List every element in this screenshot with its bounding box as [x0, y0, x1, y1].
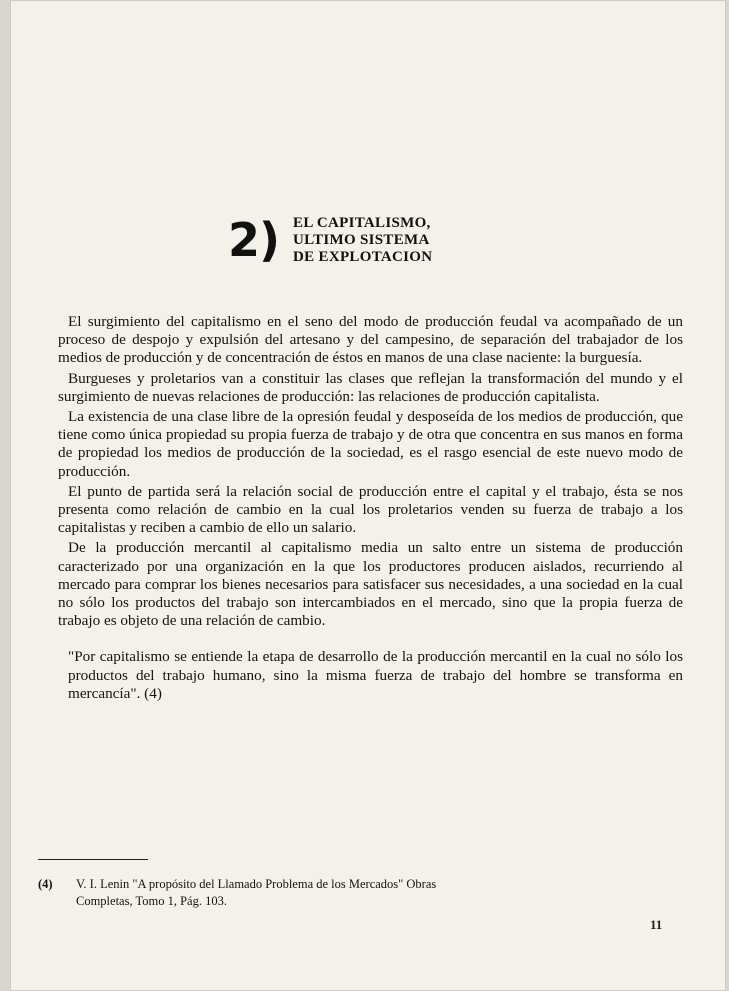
paragraph: La existencia de una clase libre de la opresión feudal y desposeída de los medios de producción, que tiene como única propiedad su propia fuerza de trabajo y de otra que concentra en sus manos en forma de propiedad los medios de producción de la sociedad, es el rasgo esencial de este nuevo modo de producción.	[58, 408, 683, 480]
section-title-line: DE EXPLOTACION	[293, 248, 433, 265]
paragraph: De la producción mercantil al capitalismo media un salto entre un sistema de producción caracterizado por una organización en la que los productores producen aislados, recurriendo al mercado para comprar los bienes necesarios para satisfacer sus necesidades, a una sociedad en la cual no sólo los productos del trabajo son intercambiados en el mercado, sino que la propia fuerza de trabajo es objeto de una relación de cambio.	[58, 539, 683, 630]
footnote-text: V. I. Lenin "A propósito del Llamado Problema de los Mercados" Obras	[76, 877, 437, 891]
paragraph: El punto de partida será la relación social de producción entre el capital y el trabajo, ésta se nos presenta como relación de cambio en la cual los proletarios venden su fuerza de trabajo a los capitalistas y reciben a cambio de ello un salario.	[58, 482, 683, 537]
paragraph: Burgueses y proletarios van a constituir las clases que reflejan la transformación del mundo y el surgimiento de nuevas relaciones de producción: las relaciones de producción capitalista.	[58, 369, 683, 405]
footnote	[38, 876, 688, 910]
section-number: 2)	[228, 213, 280, 267]
document-page	[10, 0, 726, 991]
section-title-line: ULTIMO SISTEMA	[293, 231, 430, 248]
section-title-line: EL CAPITALISMO,	[293, 214, 431, 231]
footnote-ref: (4)	[38, 877, 53, 891]
block-quote: "Por capitalismo se entiende la etapa de desarrollo de la producción mercantil en la cual no sólo los productos del trabajo humano, sino la misma fuerza de trabajo del hombre se transforma en mercancía". (4)	[68, 648, 683, 702]
section-title	[293, 215, 432, 266]
footnote-text-continued: Completas, Tomo 1, Pág. 103.	[76, 894, 227, 908]
footnote-divider	[38, 859, 148, 860]
paragraph: El surgimiento del capitalismo en el seno del modo de producción feudal va acompañado de un proceso de despojo y expulsión del artesano y del campesino, de separación del trabajador de los medios de producción y de concentración de éstos en manos de una clase naciente: la burguesía.	[58, 313, 683, 367]
body-text	[58, 313, 683, 703]
page-number: 11	[650, 917, 663, 932]
section-heading	[228, 205, 432, 275]
